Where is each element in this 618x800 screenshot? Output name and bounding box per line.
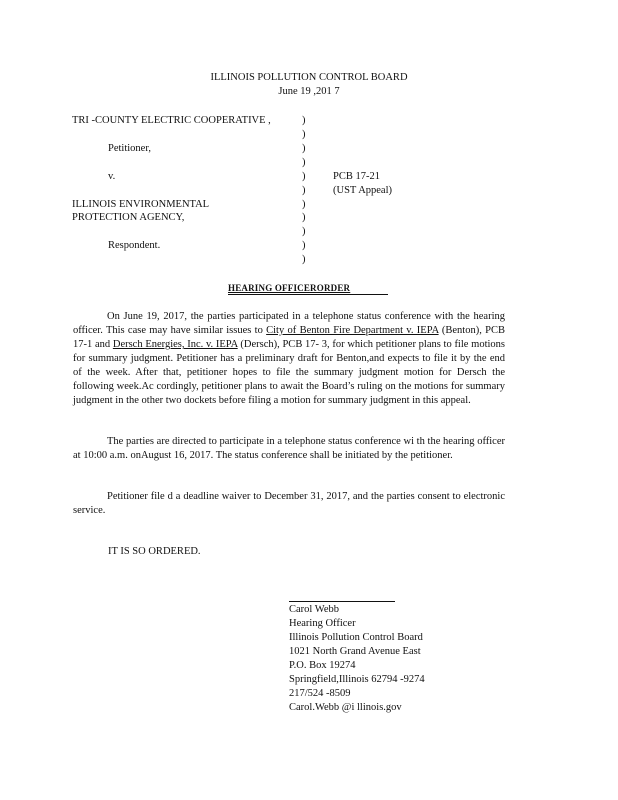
order-title: HEARING OFFICERORDER <box>228 283 351 293</box>
p3-text: Petitioner file d a deadline waiver to December 31, 2017, and the parties consent to electronic service. <box>73 491 505 516</box>
order-date: June 19 ,201 7 <box>278 86 340 97</box>
versus-label: v. <box>108 171 116 182</box>
case-citation-benton: City of Benton Fire Department v. IEPA <box>266 325 439 336</box>
p2-text: The parties are directed to participate in a telephone status conference wi th the hearing officer at 10:00 a.m. onAugust 16, 2017. The status conference shall be initiated by the petitioner. <box>73 436 505 461</box>
email-address: Carol.Webb @i llinois.gov <box>289 702 402 713</box>
address-po-box: P.O. Box 19274 <box>289 660 356 671</box>
it-is-so-ordered: IT IS SO ORDERED. <box>108 546 201 557</box>
board-name: ILLINOIS POLLUTION CONTROL BOARD <box>210 72 408 83</box>
case-type: (UST Appeal) <box>333 185 393 196</box>
case-number: PCB 17-21 <box>333 171 380 182</box>
caption-paren: ) <box>302 143 306 154</box>
petitioner-role: Petitioner, <box>108 143 152 154</box>
respondent-name-line1: ILLINOIS ENVIRONMENTAL <box>72 199 210 210</box>
phone-number: 217/524 -8509 <box>289 688 351 699</box>
caption-paren: ) <box>302 115 306 126</box>
caption-paren: ) <box>302 129 306 140</box>
signer-title: Hearing Officer <box>289 618 356 629</box>
caption-paren: ) <box>302 240 306 251</box>
address-street: 1021 North Grand Avenue East <box>289 646 421 657</box>
p1-text-c: (Dersch), PCB 17- 3, for which petitioner plans to file motions for summary judgment. Petitioner has a preliminary draft for Benton,and expects to file it by the end of the week. After that, petitioner hopes to file the summary judgment motion for Dersch the following week.Ac cordingly, petitioner plans to await the Board’s ruling on the motions for summary judgment in the other two dockets before filing a motion for summary judgment in this appeal. <box>73 339 505 406</box>
caption-paren: ) <box>302 185 306 196</box>
p1-text-a: On June 19, 2017, the parties participated in a telephone status conference with the hearing officer. This case may have similar issues to <box>73 311 505 336</box>
respondent-role: Respondent. <box>108 240 161 251</box>
caption-paren: ) <box>302 157 306 168</box>
paragraph-2 <box>73 435 505 463</box>
title-underline <box>228 294 388 295</box>
case-citation-dersch: Dersch Energies, Inc. v. IEPA <box>112 339 238 350</box>
paragraph-3 <box>73 490 505 518</box>
signer-organization: Illinois Pollution Control Board <box>289 632 423 643</box>
paragraph-1 <box>73 310 505 408</box>
caption-paren: ) <box>302 254 306 265</box>
respondent-name-line2: PROTECTION AGENCY, <box>72 212 185 223</box>
caption-paren: ) <box>302 212 306 223</box>
petitioner-name: TRI -COUNTY ELECTRIC COOPERATIVE , <box>72 115 271 126</box>
caption-paren: ) <box>302 171 306 182</box>
caption-paren: ) <box>302 199 306 210</box>
signature-line <box>289 601 395 602</box>
p1-text-b: (Benton), PCB 17-1 and <box>73 325 505 350</box>
signer-name: Carol Webb <box>289 604 339 615</box>
caption-paren: ) <box>302 226 306 237</box>
address-city: Springfield,Illinois 62794 -9274 <box>289 674 425 685</box>
